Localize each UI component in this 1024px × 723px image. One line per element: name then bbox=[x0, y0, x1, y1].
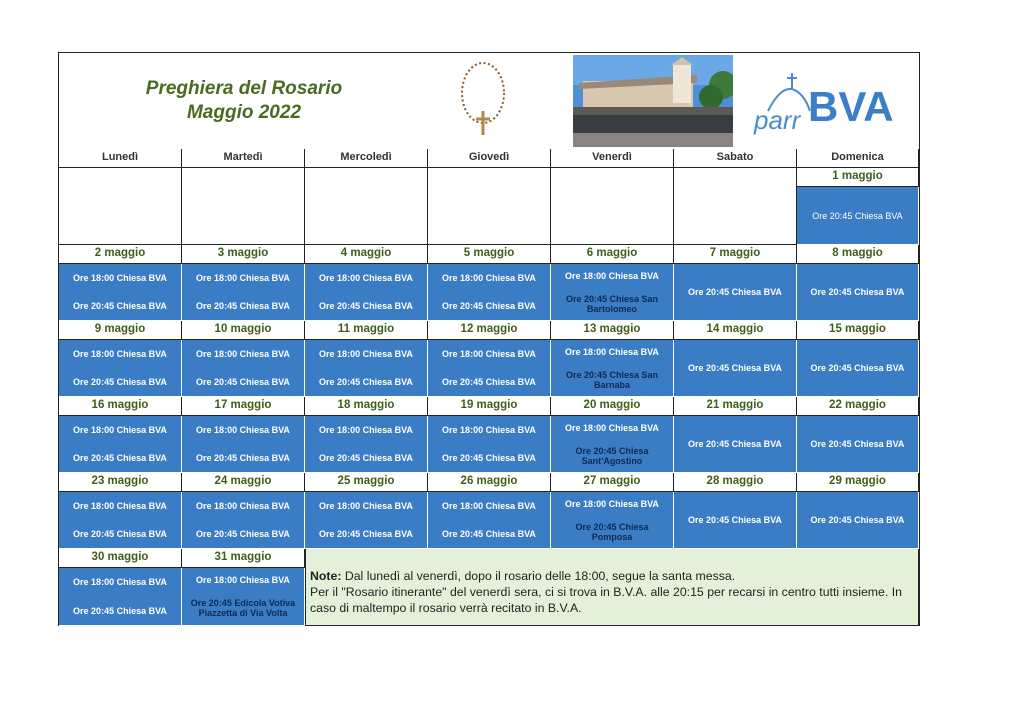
date-cell: 13 maggio bbox=[551, 321, 674, 340]
evening-slot: Ore 20:45 Chiesa BVA bbox=[688, 363, 782, 373]
date-cell: 15 maggio bbox=[797, 321, 919, 340]
date-cell: 10 maggio bbox=[182, 321, 305, 340]
schedule-cell bbox=[305, 492, 428, 549]
title-line-1: Preghiera del Rosario bbox=[145, 78, 343, 99]
evening-slot-itinerant: Ore 20:45 Chiesa San Bartolomeo bbox=[565, 293, 659, 314]
weekday-mercoledi: Mercoledì bbox=[305, 149, 428, 168]
weekday-martedi: Martedì bbox=[182, 149, 305, 168]
weekday-venerdi: Venerdì bbox=[551, 149, 674, 168]
evening-slot: Ore 20:45 Chiesa BVA bbox=[73, 453, 167, 463]
evening-slot: Ore 20:45 Chiesa BVA bbox=[73, 605, 167, 616]
schedule-cell bbox=[182, 340, 305, 397]
afternoon-slot: Ore 18:00 Chiesa BVA bbox=[73, 577, 167, 588]
evening-slot: Ore 20:45 Chiesa BVA bbox=[73, 301, 167, 311]
afternoon-slot: Ore 18:00 Chiesa BVA bbox=[319, 273, 413, 283]
parrbva-logo bbox=[752, 67, 902, 137]
afternoon-slot: Ore 18:00 Chiesa BVA bbox=[73, 273, 167, 283]
schedule-cell bbox=[797, 416, 919, 473]
schedule-cell bbox=[797, 340, 919, 397]
note-line-1: Dal lunedì al venerdì, dopo il rosario delle 18:00, segue la santa messa. bbox=[341, 569, 736, 583]
afternoon-slot: Ore 18:00 Chiesa BVA bbox=[565, 422, 659, 433]
date-cell: 26 maggio bbox=[428, 473, 551, 492]
date-cell: 29 maggio bbox=[797, 473, 919, 492]
date-cell: 11 maggio bbox=[305, 321, 428, 340]
afternoon-slot: Ore 18:00 Chiesa BVA bbox=[442, 349, 536, 359]
date-cell: 9 maggio bbox=[59, 321, 182, 340]
empty-day bbox=[428, 168, 551, 245]
schedule-cell bbox=[59, 264, 182, 321]
evening-slot: Ore 20:45 Chiesa BVA bbox=[442, 529, 536, 539]
note-label: Note: bbox=[310, 569, 342, 583]
weekday-sabato: Sabato bbox=[674, 149, 797, 168]
date-1-maggio: 1 maggio bbox=[797, 168, 919, 187]
evening-slot: Ore 20:45 Chiesa BVA bbox=[196, 529, 290, 539]
afternoon-slot: Ore 18:00 Chiesa BVA bbox=[442, 273, 536, 283]
empty-day bbox=[551, 168, 674, 245]
evening-slot: Ore 20:45 Chiesa BVA bbox=[810, 287, 905, 297]
afternoon-slot: Ore 18:00 Chiesa BVA bbox=[442, 425, 536, 435]
empty-day bbox=[182, 168, 305, 245]
evening-slot: Ore 20:45 Chiesa BVA bbox=[688, 287, 782, 297]
evening-slot: Ore 20:45 Chiesa BVA bbox=[319, 453, 413, 463]
schedule-cell bbox=[305, 340, 428, 397]
evening-slot: Ore 20:45 Chiesa BVA bbox=[688, 439, 782, 449]
schedule-cell bbox=[428, 264, 551, 321]
schedule-cell bbox=[674, 492, 797, 549]
date-31-maggio: 31 maggio bbox=[182, 549, 305, 568]
afternoon-slot: Ore 18:00 Chiesa BVA bbox=[565, 498, 659, 509]
date-cell: 8 maggio bbox=[797, 245, 919, 264]
evening-slot: Ore 20:45 Chiesa BVA bbox=[196, 301, 290, 311]
date-cell: 27 maggio bbox=[551, 473, 674, 492]
date-cell: 25 maggio bbox=[305, 473, 428, 492]
empty-day bbox=[59, 168, 182, 245]
schedule-cell bbox=[305, 416, 428, 473]
note-box bbox=[305, 549, 919, 626]
svg-text:parr: parr bbox=[754, 105, 801, 135]
schedule-30-maggio bbox=[59, 568, 182, 626]
calendar-sheet bbox=[58, 52, 920, 626]
evening-slot: Ore 20:45 Chiesa BVA bbox=[812, 210, 903, 221]
afternoon-slot: Ore 18:00 Chiesa BVA bbox=[196, 501, 290, 511]
note-line-2: Per il "Rosario itinerante" del venerdì sera, ci si trova in B.V.A. alle 20:15 per recarsi in centro tutti insieme. In caso di maltempo il rosario verrà recitato in B.V.A. bbox=[310, 585, 902, 615]
schedule-31-maggio bbox=[182, 568, 305, 626]
schedule-cell bbox=[797, 264, 919, 321]
evening-slot: Ore 20:45 Chiesa BVA bbox=[73, 529, 167, 539]
evening-slot: Ore 20:45 Chiesa BVA bbox=[810, 439, 905, 449]
schedule-cell bbox=[59, 416, 182, 473]
afternoon-slot: Ore 18:00 Chiesa BVA bbox=[319, 349, 413, 359]
evening-slot: Ore 20:45 Chiesa BVA bbox=[688, 515, 782, 525]
schedule-cell bbox=[674, 416, 797, 473]
schedule-cell bbox=[674, 340, 797, 397]
date-cell: 6 maggio bbox=[551, 245, 674, 264]
afternoon-slot: Ore 18:00 Chiesa BVA bbox=[319, 501, 413, 511]
date-cell: 5 maggio bbox=[428, 245, 551, 264]
date-cell: 19 maggio bbox=[428, 397, 551, 416]
afternoon-slot: Ore 18:00 Chiesa BVA bbox=[565, 346, 659, 357]
afternoon-slot: Ore 18:00 Chiesa BVA bbox=[73, 501, 167, 511]
schedule-cell bbox=[182, 492, 305, 549]
evening-slot: Ore 20:45 Chiesa BVA bbox=[442, 453, 536, 463]
date-cell: 17 maggio bbox=[182, 397, 305, 416]
evening-slot: Ore 20:45 Chiesa BVA bbox=[810, 515, 905, 525]
title-line-2: Maggio 2022 bbox=[186, 102, 302, 123]
svg-text:BVA: BVA bbox=[808, 83, 894, 130]
date-cell: 4 maggio bbox=[305, 245, 428, 264]
evening-slot: Ore 20:45 Chiesa BVA bbox=[810, 363, 905, 373]
schedule-cell bbox=[551, 416, 674, 473]
evening-slot: Ore 20:45 Chiesa BVA bbox=[319, 529, 413, 539]
weekday-domenica: Domenica bbox=[797, 149, 919, 168]
afternoon-slot: Ore 18:00 Chiesa BVA bbox=[565, 270, 659, 281]
afternoon-slot: Ore 18:00 Chiesa BVA bbox=[196, 425, 290, 435]
schedule-cell bbox=[182, 264, 305, 321]
evening-slot: Ore 20:45 Chiesa BVA bbox=[196, 453, 290, 463]
afternoon-slot: Ore 18:00 Chiesa BVA bbox=[73, 425, 167, 435]
afternoon-slot: Ore 18:00 Chiesa BVA bbox=[196, 349, 290, 359]
weekday-lunedi: Lunedì bbox=[59, 149, 182, 168]
header bbox=[59, 53, 919, 150]
church-photo bbox=[573, 55, 733, 147]
schedule-cell bbox=[428, 492, 551, 549]
schedule-cell bbox=[59, 340, 182, 397]
empty-day bbox=[305, 168, 428, 245]
schedule-cell bbox=[551, 492, 674, 549]
afternoon-slot: Ore 18:00 Chiesa BVA bbox=[319, 425, 413, 435]
evening-slot: Ore 20:45 Chiesa BVA bbox=[319, 301, 413, 311]
evening-slot-itinerant: Ore 20:45 Chiesa San Barnaba bbox=[565, 369, 659, 390]
date-cell: 28 maggio bbox=[674, 473, 797, 492]
schedule-cell bbox=[182, 416, 305, 473]
evening-slot: Ore 20:45 Chiesa BVA bbox=[196, 377, 290, 387]
schedule-cell bbox=[551, 264, 674, 321]
schedule-cell bbox=[428, 340, 551, 397]
date-cell: 7 maggio bbox=[674, 245, 797, 264]
evening-slot: Ore 20:45 Chiesa BVA bbox=[73, 377, 167, 387]
date-cell: 20 maggio bbox=[551, 397, 674, 416]
date-cell: 21 maggio bbox=[674, 397, 797, 416]
schedule-cell bbox=[674, 264, 797, 321]
date-cell: 23 maggio bbox=[59, 473, 182, 492]
date-cell: 24 maggio bbox=[182, 473, 305, 492]
afternoon-slot: Ore 18:00 Chiesa BVA bbox=[73, 349, 167, 359]
evening-slot-edicola: Ore 20:45 Edicola Votiva Piazzetta di Via Volta bbox=[190, 598, 296, 619]
schedule-1-maggio bbox=[797, 187, 919, 245]
evening-slot: Ore 20:45 Chiesa BVA bbox=[442, 377, 536, 387]
date-cell: 18 maggio bbox=[305, 397, 428, 416]
schedule-cell bbox=[59, 492, 182, 549]
schedule-cell bbox=[305, 264, 428, 321]
afternoon-slot: Ore 18:00 Chiesa BVA bbox=[442, 501, 536, 511]
date-30-maggio: 30 maggio bbox=[59, 549, 182, 568]
schedule-cell bbox=[797, 492, 919, 549]
date-cell: 3 maggio bbox=[182, 245, 305, 264]
afternoon-slot: Ore 18:00 Chiesa BVA bbox=[196, 273, 290, 283]
date-cell: 14 maggio bbox=[674, 321, 797, 340]
date-cell: 12 maggio bbox=[428, 321, 551, 340]
evening-slot: Ore 20:45 Chiesa BVA bbox=[319, 377, 413, 387]
page-title bbox=[119, 77, 369, 125]
afternoon-slot: Ore 18:00 Chiesa BVA bbox=[196, 574, 290, 585]
date-cell: 22 maggio bbox=[797, 397, 919, 416]
evening-slot-itinerant: Ore 20:45 Chiesa Sant'Agostino bbox=[575, 445, 649, 466]
evening-slot-itinerant: Ore 20:45 Chiesa Pomposa bbox=[575, 521, 649, 542]
schedule-cell bbox=[551, 340, 674, 397]
evening-slot: Ore 20:45 Chiesa BVA bbox=[442, 301, 536, 311]
date-cell: 2 maggio bbox=[59, 245, 182, 264]
schedule-cell bbox=[428, 416, 551, 473]
date-cell: 16 maggio bbox=[59, 397, 182, 416]
weekday-giovedi: Giovedì bbox=[428, 149, 551, 168]
empty-day bbox=[674, 168, 797, 245]
rosary-icon bbox=[453, 59, 513, 143]
